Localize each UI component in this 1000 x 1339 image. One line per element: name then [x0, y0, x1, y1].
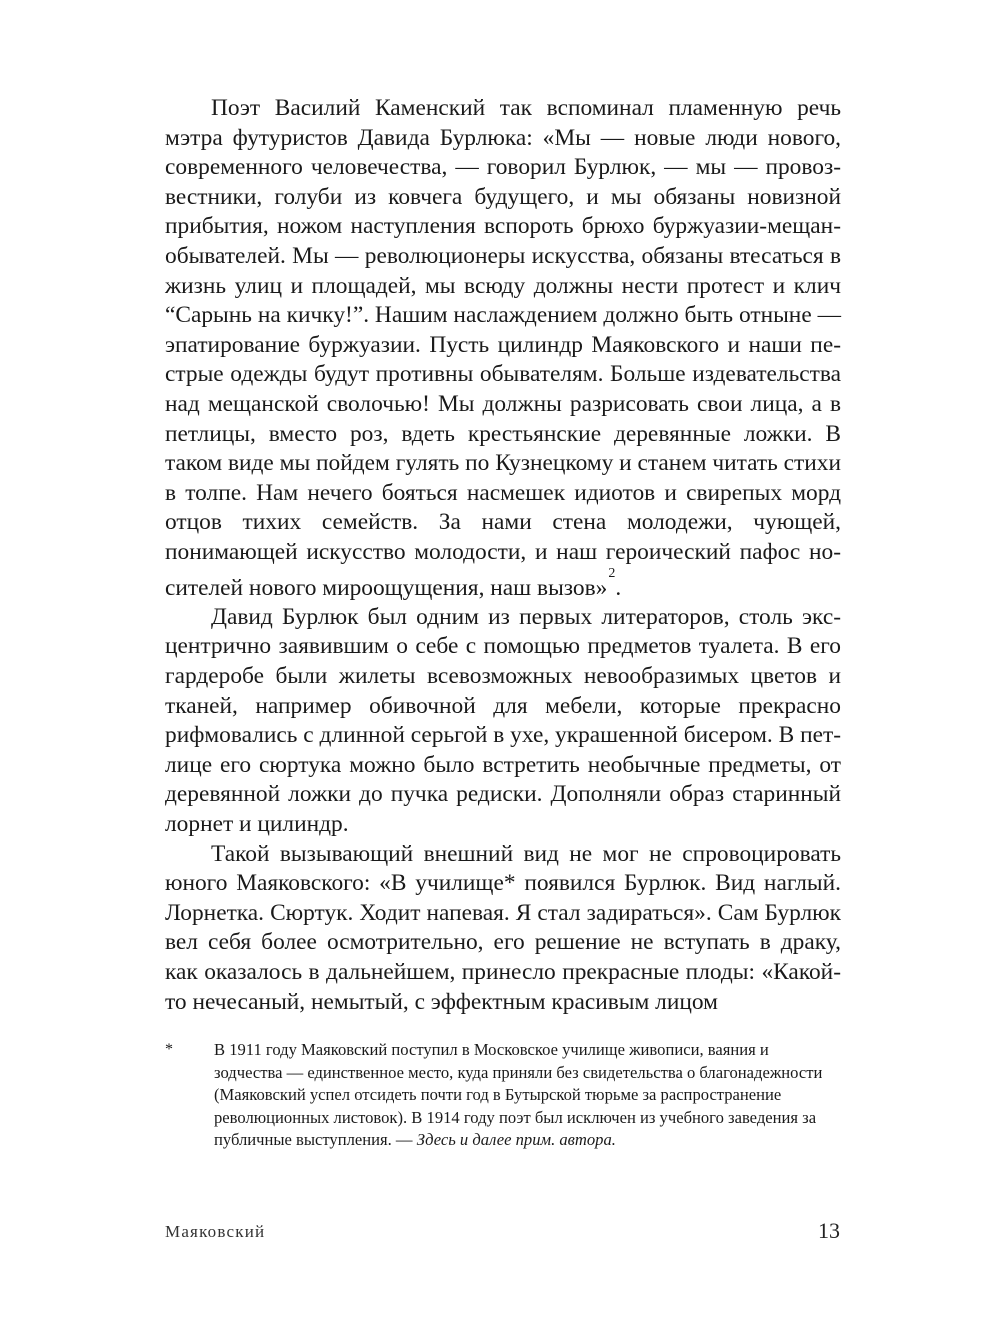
- footnote: [165, 1039, 841, 1152]
- paragraph: [165, 603, 841, 840]
- paragraph-text: Давид Бурлюк был одним из первых литераторов, столь эксцентрично заявившим о себе с помощью предметов туалета. В его гардеробе были жилеты всевозможных невообразимых цветов и тканей, например обивочной для мебели, которые прекрасно рифмовались с длинной серьгой в ухе, украшенной бисером. В петлице его сюртука можно было встретить необычные предметы, от деревянной ложки до пучка редиски. Дополняли образ старинный лорнет и цилиндр.: [165, 603, 841, 838]
- running-title: Маяковский: [165, 1222, 266, 1241]
- page-number: 13: [818, 1218, 840, 1243]
- footnote-italic-note: Здесь и далее прим. автора.: [416, 1130, 616, 1150]
- footnote-body: В 1911 году Маяковский поступил в Московское училище живописи, ваяния и зодчества — единственное место, куда приняли без свидетельства о благонадежности (Маяковский успел отсидеть почти год в Бутырской тюрьме за распространение революционных листовок). В 1914 году поэт был исключен из учебного заведения за публичные выступления. —: [214, 1040, 823, 1150]
- endnote-reference: 2: [608, 565, 616, 581]
- paragraph: [165, 840, 841, 1018]
- footnote-mark: *: [165, 1041, 173, 1058]
- paragraph-text: Поэт Василий Каменский так вспоминал пламенную речь мэтра футуристов Давида Бурлюка: «Мы — новые люди нового, современного человечества, — говорил Бурлюк, — мы — провозвестники, голуби из ковчега будущего, и мы обязаны новизной прибытия, ножом наступления вспороть брюхо буржуазии-мещанобывателей. Мы — революционеры искусства, обязаны втесаться в жизнь улиц и площадей, мы всюду должны нести протест и клич “Сарынь на кичку!”. Нашим наслаждением должно быть отныне — эпатирование буржуазии. Пусть цилиндр Маяковского и наши пестрые одежды будут противны обывателям. Больше издевательства над мещанской сволочью! Мы должны разрисовать свои лица, а в петлицы, вместо роз, вдеть крестьянские деревянные ложки. В таком виде мы пойдем гулять по Кузнецкому и станем читать стихи в толпе. Нам нечего бояться насмешек идиотов и свирепых морд отцов тихих семейств. За нами стена молодежи, чующей, понимающей искусство молодости, и наш героический пафос носителей нового мироощущения, наш вызов»: [165, 95, 841, 601]
- body-text: [165, 94, 841, 1017]
- paragraph: [165, 94, 841, 603]
- paragraph-end-punct: .: [615, 574, 622, 601]
- paragraph-text: Такой вызывающий внешний вид не мог не спровоцировать юного Маяковского: «В училище* появился Бурлюк. Вид наглый. Лорнетка. Сюртук. Ходит напевая. Я стал задираться». Сам Бурлюк вел себя более осмотрительно, его решение не вступать в драку, как оказалось в дальнейшем, принесло прекрасные плоды: «Какой-то нечесаный, немытый, с эффектным красивым лицом: [165, 840, 841, 1015]
- footnote-text: [214, 1039, 834, 1152]
